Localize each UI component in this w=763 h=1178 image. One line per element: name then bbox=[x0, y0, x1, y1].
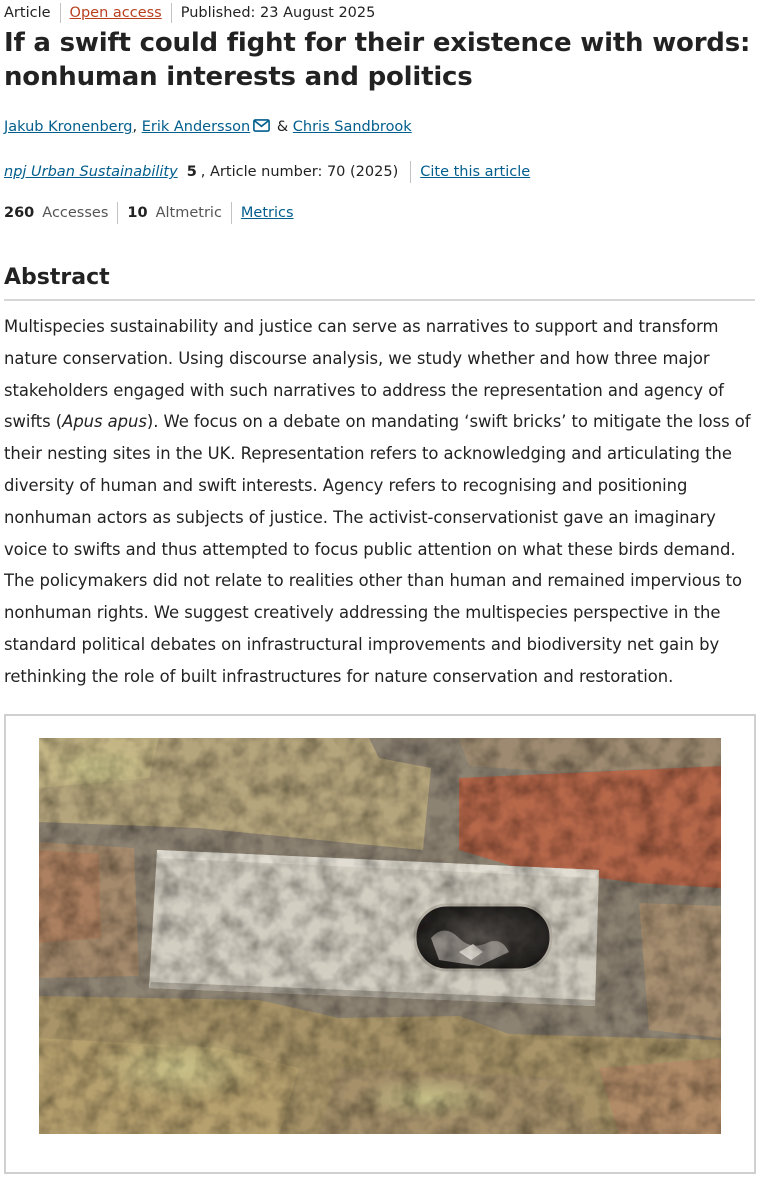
abstract-text-part: Multispecies sustainability and justice can serve as narratives to support and transform nature conservation. Using discourse analysis, we study whether and how three major stakeholders engaged with such narratives to address the representation and agency of swifts ( bbox=[4, 317, 724, 432]
swift-brick-photo bbox=[39, 738, 721, 1134]
author-list bbox=[4, 117, 412, 138]
divider bbox=[231, 202, 232, 224]
author-separator: & bbox=[276, 119, 289, 135]
author-separator: , bbox=[132, 119, 138, 135]
author-link[interactable]: Erik Andersson bbox=[141, 119, 251, 135]
article-title: If a swift could fight for their existence with words: nonhuman interests and politics bbox=[4, 28, 751, 92]
divider bbox=[117, 202, 118, 224]
accesses-count: 260 bbox=[4, 205, 35, 221]
metrics-link[interactable]: Metrics bbox=[240, 205, 294, 221]
abstract-heading: Abstract bbox=[4, 265, 110, 290]
envelope-icon[interactable] bbox=[253, 118, 270, 138]
article-meta-line bbox=[4, 4, 375, 22]
abstract-divider bbox=[4, 299, 755, 301]
divider bbox=[171, 3, 172, 23]
accesses-label: Accesses bbox=[42, 205, 109, 221]
species-name: Apus apus bbox=[62, 412, 147, 432]
journal-link[interactable]: npj Urban Sustainability bbox=[4, 164, 178, 180]
article-metrics bbox=[4, 203, 294, 223]
author-link[interactable]: Jakub Kronenberg bbox=[4, 119, 133, 135]
volume-number: 5 bbox=[186, 164, 197, 180]
divider bbox=[60, 3, 61, 23]
abstract-text bbox=[4, 311, 759, 693]
published-date: Published: 23 August 2025 bbox=[180, 5, 376, 21]
open-access-link[interactable]: Open access bbox=[69, 5, 162, 21]
cite-article-link[interactable]: Cite this article bbox=[420, 164, 531, 180]
article-type: Article bbox=[4, 5, 51, 21]
altmetric-label: Altmetric bbox=[155, 205, 222, 221]
altmetric-score: 10 bbox=[127, 205, 148, 221]
author-link[interactable]: Chris Sandbrook bbox=[292, 119, 412, 135]
divider bbox=[410, 161, 411, 183]
journal-info bbox=[4, 162, 530, 182]
article-number: , Article number: 70 (2025) bbox=[200, 164, 399, 180]
abstract-text-part: ). We focus on a debate on mandating ‘swift bricks’ to mitigate the loss of their nesting sites in the UK. Representation refers to acknowledging and articulating the diversity of human and swift interests. Agency refers to recognising and positioning nonhuman actors as subjects of justice. The activist-conservationist gave an imaginary voice to swifts and thus attempted to focus public attention on what these birds demand. The policymakers did not relate to realities other than human and remained impervious to nonhuman rights. We suggest creatively addressing the multispecies perspective in the standard political debates on infrastructural improvements and biodiversity net gain by rethinking the role of built infrastructures for nature conservation and restoration. bbox=[4, 412, 751, 686]
figure-frame[interactable] bbox=[4, 714, 756, 1174]
